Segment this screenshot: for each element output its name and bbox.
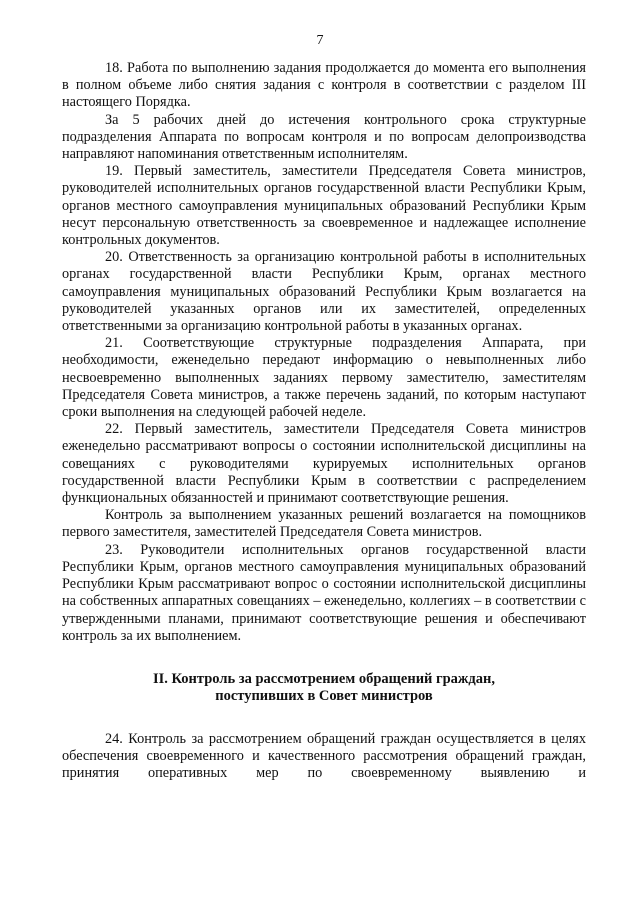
paragraph-20: 20. Ответственность за организацию контрольной работы в исполнительных органах государственной власти Республики Крым, органах местного самоуправления муниципальных образований Республики Крым возлагается на руководителей указанных органов или их заместителей, определенных ответственными за организацию контрольной работы в указанных органах.: [62, 249, 586, 335]
paragraph-21: 21. Соответствующие структурные подразделения Аппарата, при необходимости, еженедельно передают информацию о невыполненных либо несвоевременно выполненных заданиях первому заместителю, заместителям Председателя Совета министров, а также перечень заданий, по которым наступают сроки выполнения на следующей рабочей неделе.: [62, 335, 586, 421]
paragraph-24: 24. Контроль за рассмотрением обращений граждан осуществляется в целях обеспечения своевременного и качественного рассмотрения обращений граждан, принятия оперативных мер по своевременному выявлению и: [62, 730, 586, 782]
paragraph-19: 19. Первый заместитель, заместители Председателя Совета министров, руководителей исполнительных органов государственной власти Республики Крым, органов местного самоуправления муниципальных образований Республики Крым несут персональную ответственность за своевременное и надлежащее исполнение контрольных документов.: [62, 163, 586, 249]
section-heading-line-2: поступивших в Совет министров: [215, 688, 433, 705]
section-heading: [62, 671, 586, 706]
paragraph-control: Контроль за выполнением указанных решений возлагается на помощников первого заместителя, заместителей Председателя Совета министров.: [62, 507, 586, 541]
paragraph-18: 18. Работа по выполнению задания продолжается до момента его выполнения в полном объеме либо снятия задания с контроля в соответствии с разделом III настоящего Порядка.: [62, 60, 586, 111]
section-heading-line-1: II. Контроль за рассмотрением обращений граждан,: [152, 670, 496, 687]
document-body: [62, 60, 586, 783]
paragraph-22: 22. Первый заместитель, заместители Председателя Совета министров еженедельно рассматривают вопросы о состоянии исполнительской дисциплины на совещаниях с руководителями курируемых исполнительных органов государственной власти Республики Крым в соответствии с распределением функциональных обязанностей и принимают соответствующие решения.: [62, 421, 586, 507]
paragraph-23: 23. Руководители исполнительных органов государственной власти Республики Крым, органов местного самоуправления муниципальных образований Республики Крым рассматривают вопрос о состоянии исполнительской дисциплины на собственных аппаратных совещаниях – еженедельно, коллегиях – в соответствии с утвержденными планами, принимают соответствующие решения и обеспечивают контроль за их выполнением.: [62, 541, 586, 644]
page-number: 7: [316, 33, 324, 48]
paragraph-reminder: За 5 рабочих дней до истечения контрольного срока структурные подразделения Аппарата по вопросам контроля и по вопросам делопроизводства направляют напоминания ответственным исполнителям.: [62, 111, 586, 163]
